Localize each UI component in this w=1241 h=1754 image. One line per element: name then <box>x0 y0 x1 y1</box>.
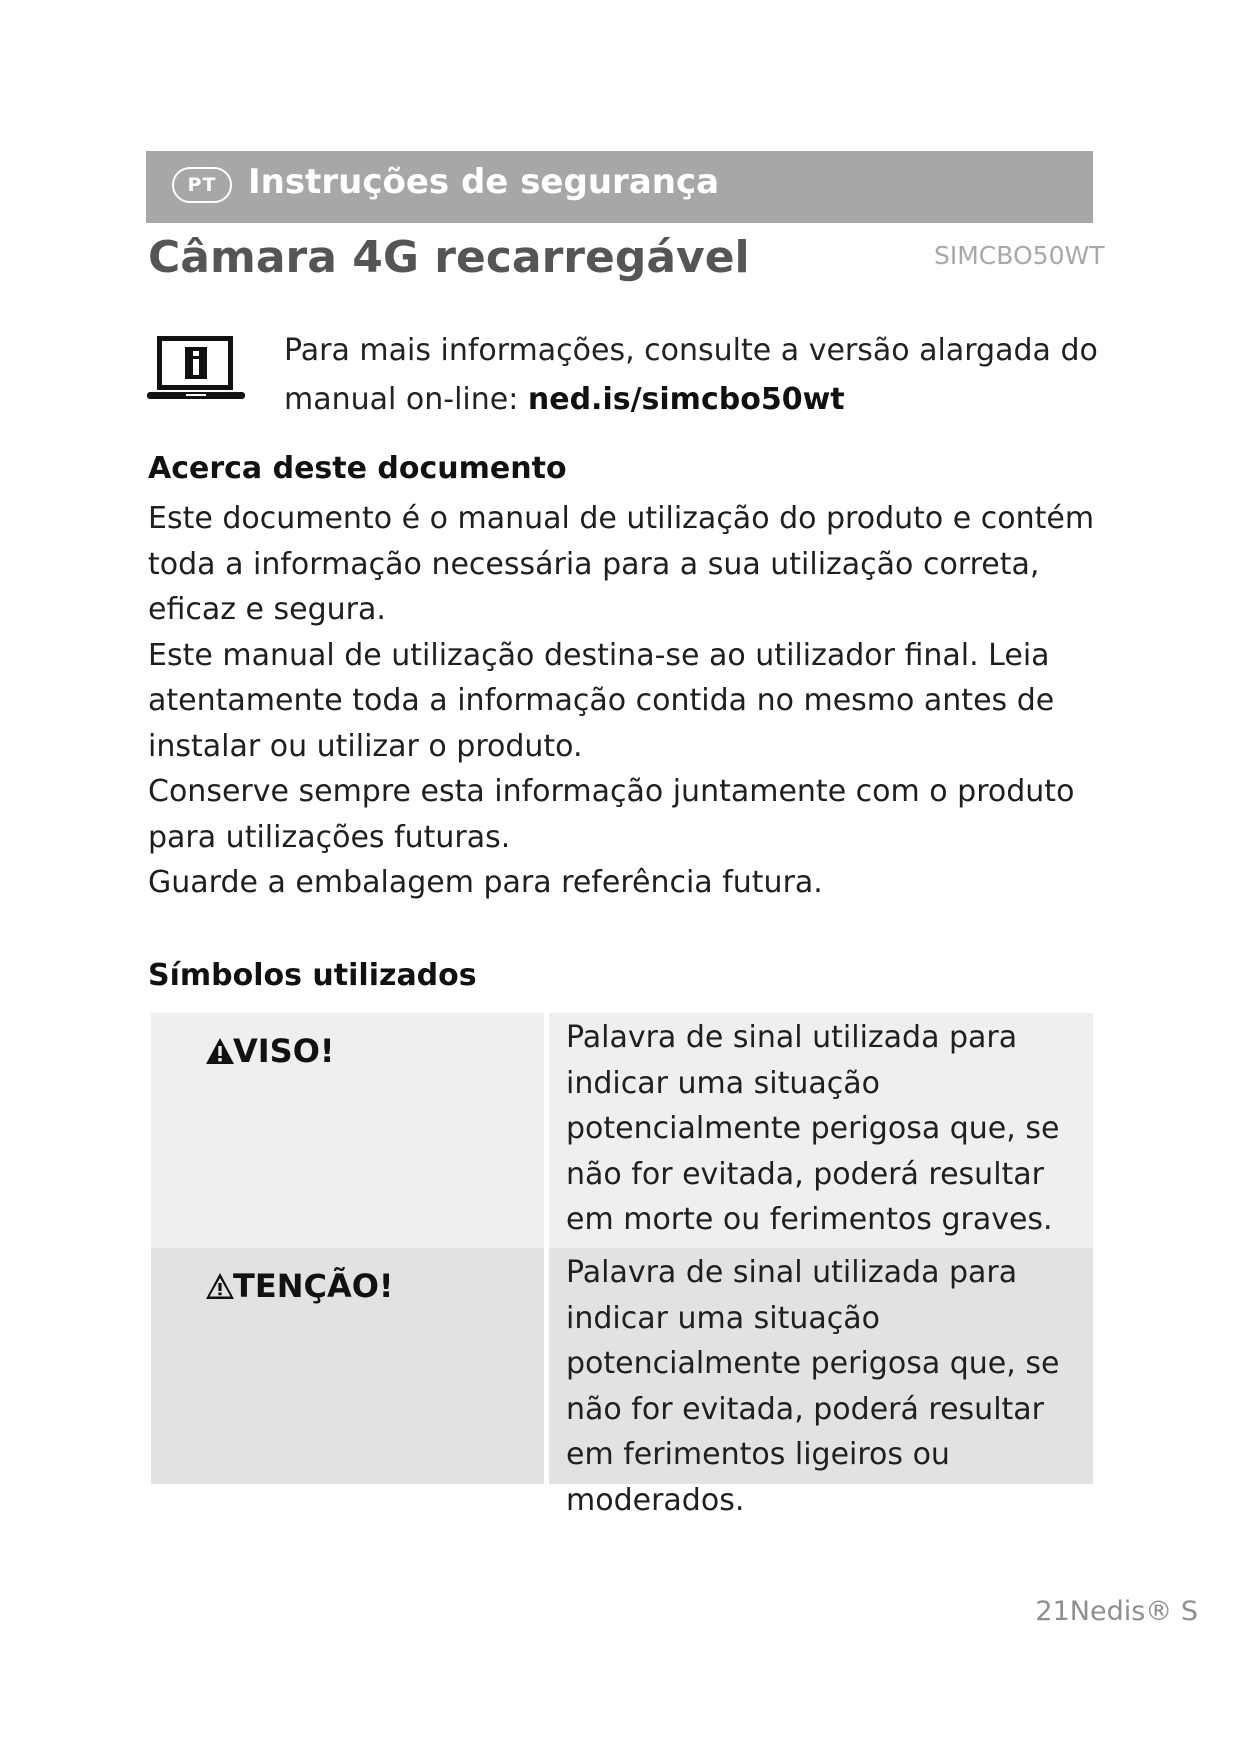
page-footer: 21Nedis® S <box>1035 1596 1198 1627</box>
about-heading: Acerca deste documento <box>148 451 567 486</box>
signal-word-label: TENÇÃO! <box>233 1267 394 1305</box>
about-body <box>148 496 1108 906</box>
about-paragraph: Conserve sempre esta informação juntamente com o produto para utilizações futuras. <box>148 774 1075 855</box>
caution-triangle-icon <box>205 1272 235 1300</box>
about-paragraph: Guarde a embalagem para referência futura. <box>148 865 823 900</box>
laptop-info-icon <box>146 334 246 404</box>
signal-word-label: VISO! <box>233 1032 335 1070</box>
warning-triangle-icon <box>205 1037 235 1065</box>
signal-word-cell <box>151 1248 544 1484</box>
language-badge: PT <box>172 167 232 203</box>
table-row <box>151 1013 1093 1248</box>
signal-word-cell <box>151 1013 544 1248</box>
signal-word-description: Palavra de sinal utilizada para indicar uma situação potencialmente perigosa que, se não for evitada, poderá resultar em morte ou ferimentos graves. <box>549 1013 1093 1248</box>
table-row <box>151 1248 1093 1518</box>
manual-link[interactable]: ned.is/simcbo50wt <box>527 382 845 417</box>
signal-word-description: Palavra de sinal utilizada para indicar uma situação potencialmente perigosa que, se não for evitada, poderá resultar em ferimentos ligeiros ou moderados. <box>549 1248 1093 1484</box>
about-paragraph: Este manual de utilização destina-se ao utilizador final. Leia atentamente toda a informação contida no mesmo antes de instalar ou utilizar o produto. <box>148 637 1055 764</box>
product-title: Câmara 4G recarregável <box>148 232 750 283</box>
symbols-heading: Símbolos utilizados <box>148 958 477 993</box>
online-manual-note-text: Para mais informações, consulte a versão alargada do manual on-line: <box>284 333 1098 417</box>
about-paragraph: Este documento é o manual de utilização do produto e contém toda a informação necessária para a sua utilização correta, eficaz e segura. <box>148 501 1095 627</box>
section-header-title: Instruções de segurança <box>248 162 720 202</box>
model-code: SIMCBO50WT <box>934 241 1105 270</box>
section-header-bar <box>146 151 1093 223</box>
symbols-table <box>151 1013 1093 1518</box>
online-manual-note <box>284 326 1104 424</box>
